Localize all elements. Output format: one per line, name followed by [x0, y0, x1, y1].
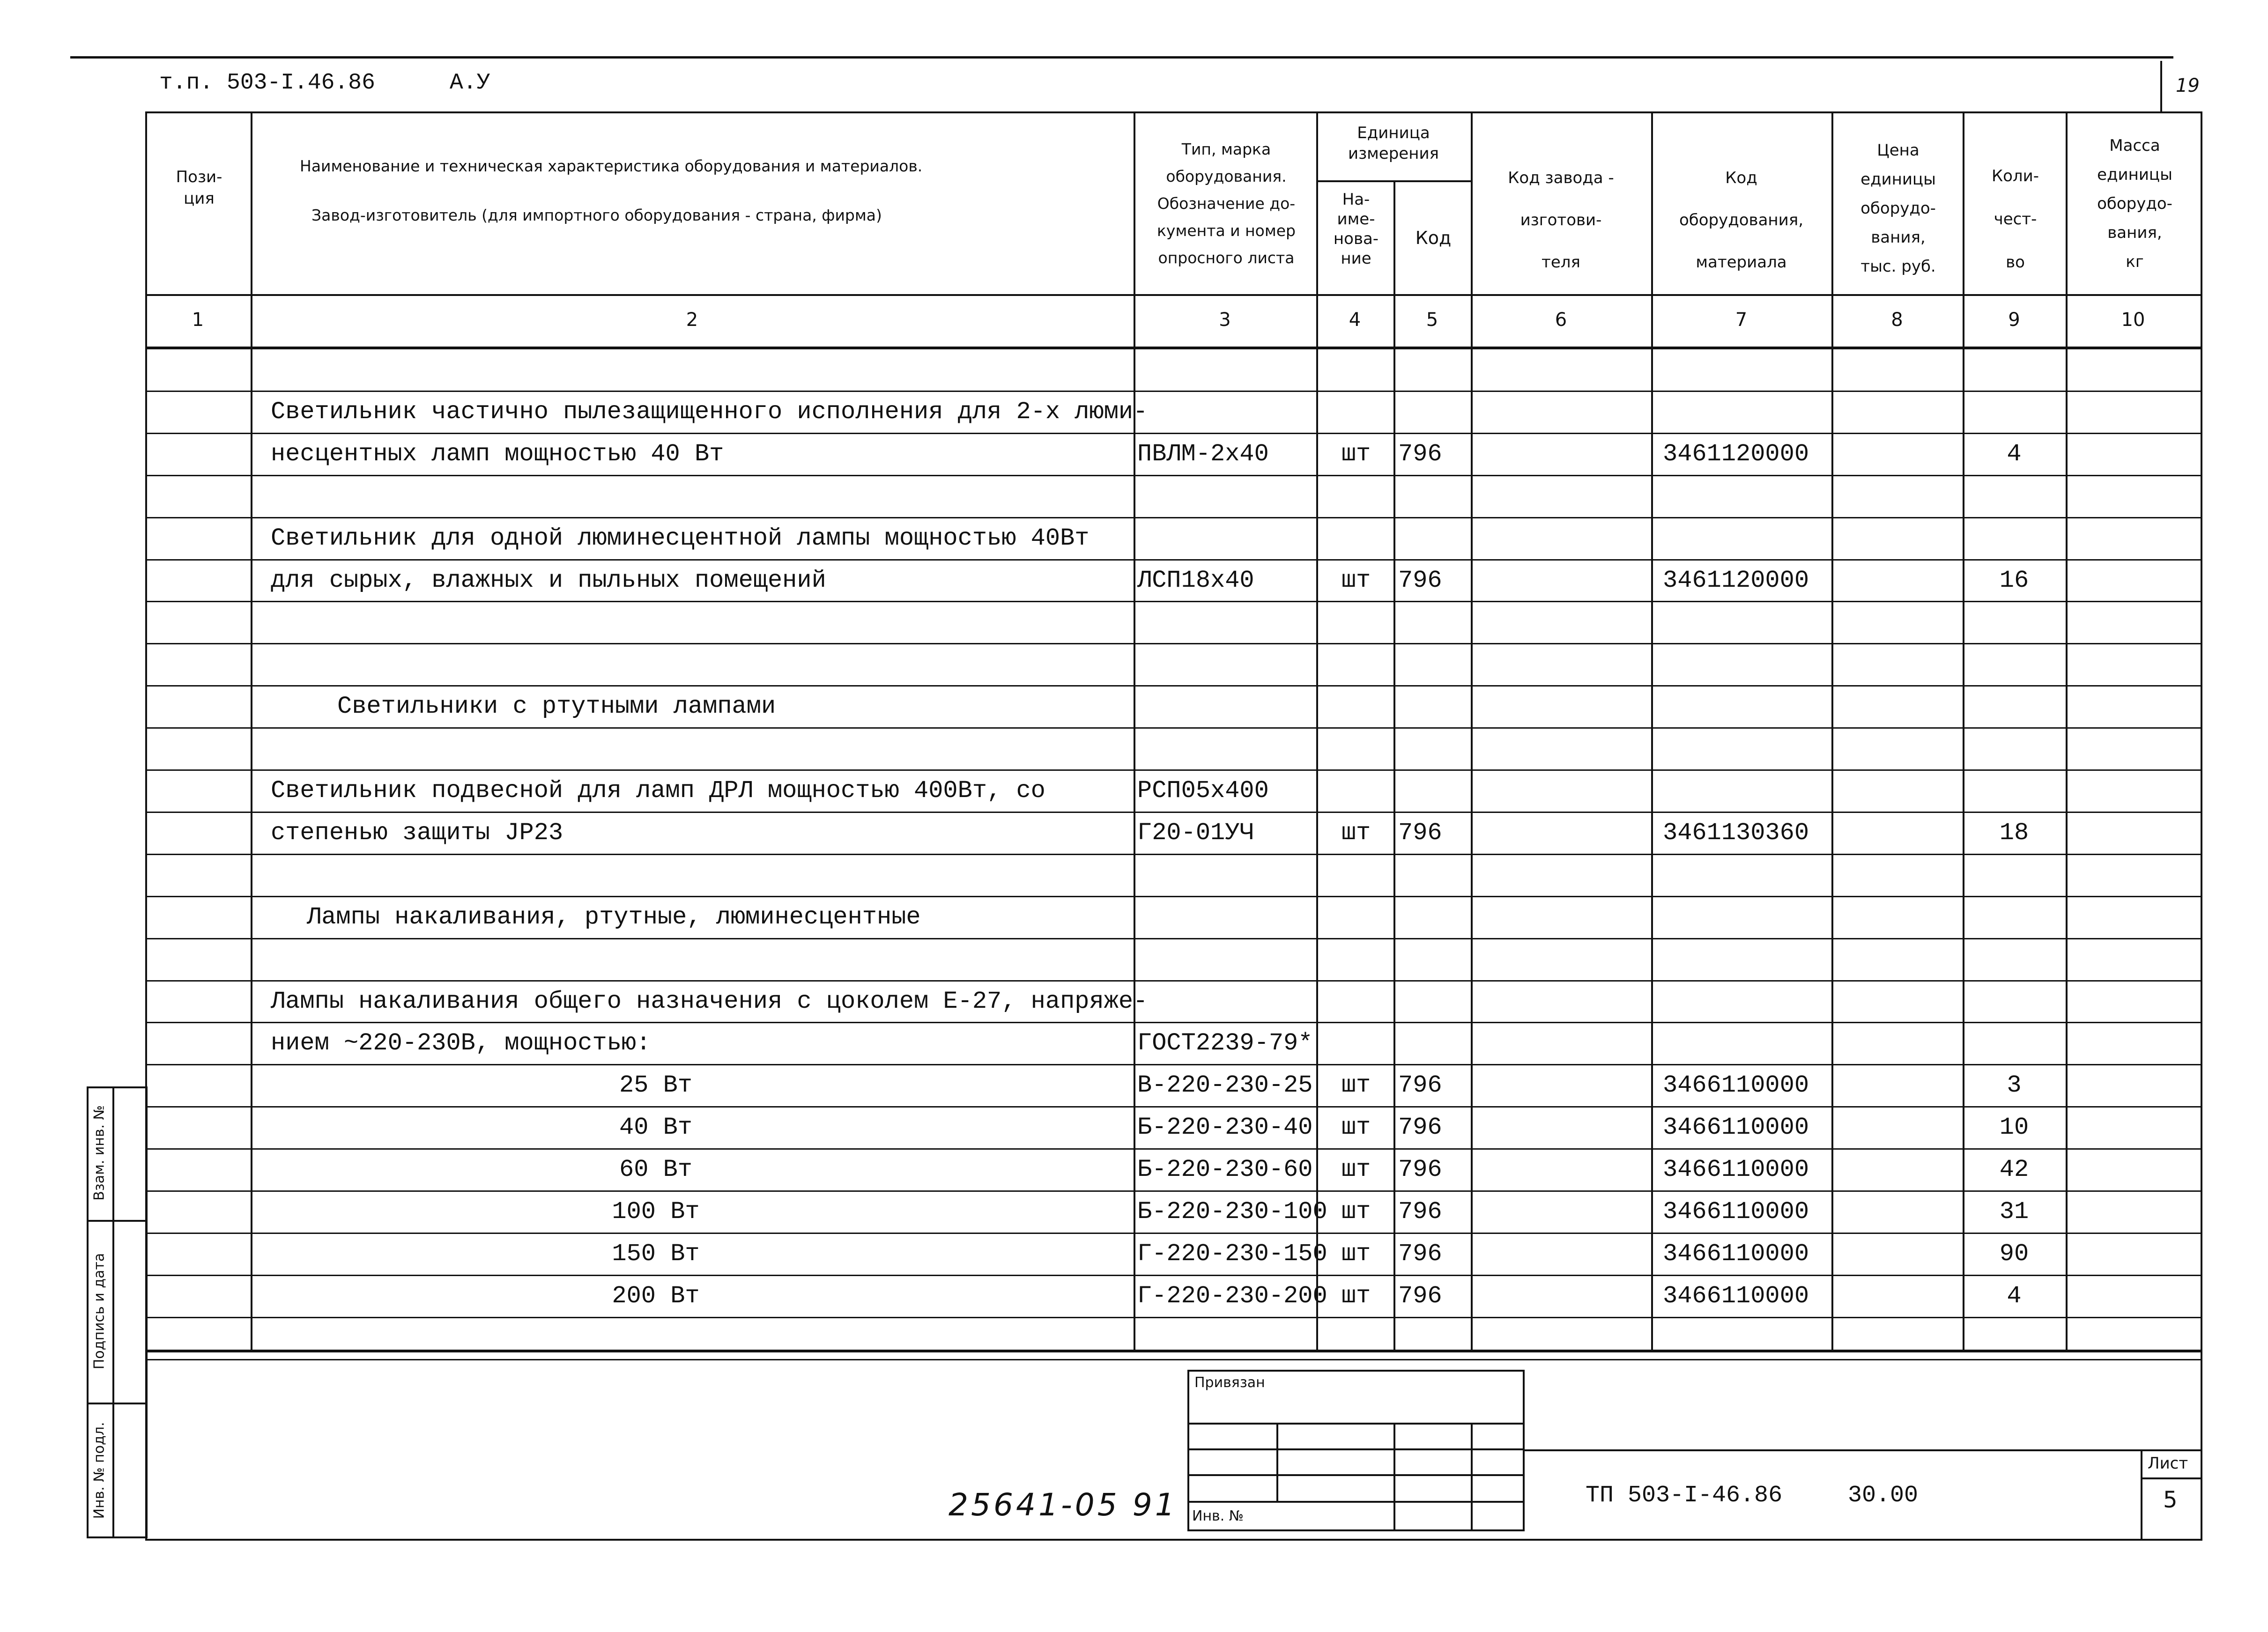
- table-bottom-line: [145, 1350, 2202, 1352]
- col-line-6: [1651, 111, 1653, 1351]
- row-line: [145, 475, 2202, 476]
- header-unit-code: Код: [1415, 228, 1452, 248]
- col-line-2: [1134, 111, 1135, 1351]
- row-item-unit-code: 796: [1398, 567, 1442, 594]
- colnum-2: 2: [686, 309, 698, 331]
- row-item-type: Г-220-230-150: [1137, 1240, 1327, 1268]
- row-item-type: Б-220-230-100: [1137, 1198, 1327, 1226]
- row-line: [145, 980, 2202, 982]
- row-line: [145, 1148, 2202, 1150]
- side-stamp-vline: [112, 1086, 114, 1538]
- row-line: [145, 1064, 2202, 1065]
- colnum-5: 5: [1426, 309, 1438, 331]
- header-equipment-code: Код оборудования, материала: [1679, 169, 1804, 272]
- colnum-4: 4: [1349, 309, 1361, 331]
- row-line: [145, 1106, 2202, 1108]
- row-item-type: ГОСТ2239-79*: [1137, 1029, 1313, 1057]
- col-line-7: [1831, 111, 1833, 1351]
- row-item-type: Г-220-230-200: [1137, 1282, 1327, 1310]
- row-item-type: Б-220-230-40: [1137, 1114, 1313, 1141]
- col-line-4: [1393, 180, 1395, 1351]
- privyazan-line-2: [1187, 1448, 1525, 1450]
- col-line-9: [2066, 111, 2068, 1351]
- row-item-name: Светильник для одной люминесцентной лампы мощностью 40Вт: [271, 524, 1090, 552]
- row-item-name: 200 Вт: [612, 1282, 700, 1310]
- row-line: [145, 559, 2202, 561]
- row-item-material-code: 3461120000: [1663, 440, 1809, 468]
- row-item-name: Лампы накаливания общего назначения с цоколем Е-27, напряже-: [271, 988, 1148, 1015]
- row-item-type: ЛСП18х40: [1137, 567, 1254, 594]
- row-line: [145, 1233, 2202, 1234]
- row-item-name: степенью защиты JP23: [271, 819, 563, 847]
- page-mark: 19: [2176, 75, 2200, 96]
- row-line: [145, 643, 2202, 644]
- privyazan-line-3: [1187, 1474, 1525, 1476]
- header-position: Пози- ция: [176, 168, 222, 208]
- header-type: Тип, марка оборудования. Обозначение до- кумента и номер опросного листа: [1156, 140, 1296, 267]
- row-line: [145, 854, 2202, 855]
- header-manufacturer: Завод-изготовитель (для импортного оборудования - страна, фирма): [311, 206, 882, 224]
- colnum-8: 8: [1891, 309, 1903, 331]
- row-line: [145, 812, 2202, 813]
- row-item-material-code: 3461130360: [1663, 819, 1809, 847]
- row-item-quantity: 4: [2007, 440, 2022, 468]
- row-item-type: ПВЛМ-2х40: [1137, 440, 1269, 468]
- header-factory-code: Код завода - изготови- теля: [1508, 169, 1614, 272]
- table-top-line: [145, 111, 2202, 113]
- row-item-unit-code: 796: [1398, 1156, 1442, 1183]
- row-item-unit-code: 796: [1398, 1114, 1442, 1141]
- colnum-bottom-line: [145, 347, 2202, 349]
- row-item-material-code: 3466110000: [1663, 1282, 1809, 1310]
- row-item-material-code: 3466110000: [1663, 1114, 1809, 1141]
- row-line: [145, 601, 2202, 602]
- row-item-quantity: 16: [1999, 567, 2029, 594]
- colnum-7: 7: [1735, 309, 1748, 331]
- colnum-1: 1: [192, 309, 204, 331]
- col-line-10: [2201, 111, 2202, 1540]
- row-line: [145, 685, 2202, 687]
- privyazan-vline-1: [1276, 1423, 1278, 1502]
- row-item-unit-code: 796: [1398, 1282, 1442, 1310]
- header-unit: Единица измерения: [1348, 124, 1439, 163]
- row-item-unit: шт: [1341, 567, 1371, 594]
- section-code: 30.00: [1848, 1482, 1919, 1509]
- row-line: [145, 517, 2202, 518]
- row-line: [145, 1275, 2202, 1276]
- row-item-name: Светильник частично пылезащищенного исполнения для 2-х люми-: [271, 398, 1148, 426]
- privyazan-vline-2: [1393, 1423, 1395, 1531]
- album-mark: А.У: [450, 70, 490, 96]
- privyazan-line-4: [1187, 1501, 1525, 1503]
- inv-no-label: Инв. №: [1192, 1508, 1244, 1524]
- row-item-type: В-220-230-25: [1137, 1071, 1313, 1099]
- row-item-quantity: 18: [1999, 819, 2029, 847]
- colnum-10: 10: [2121, 309, 2145, 331]
- row-item-unit-code: 796: [1398, 1071, 1442, 1099]
- sheet-number: 5: [2163, 1487, 2178, 1513]
- row-item-material-code: 3466110000: [1663, 1198, 1809, 1226]
- doc-code: т.п. 503-I.46.86: [159, 70, 375, 96]
- row-item-name: для сырых, влажных и пыльных помещений: [271, 567, 826, 594]
- row-line: [145, 896, 2202, 897]
- row-line: [145, 433, 2202, 434]
- stamp-sheet-sep: [2141, 1477, 2201, 1479]
- row-item-unit: шт: [1341, 440, 1371, 468]
- privyazan-vline-3: [1471, 1423, 1473, 1531]
- handwritten-number: 25641-05 91: [949, 1487, 1178, 1523]
- row-item-quantity: 10: [1999, 1114, 2029, 1141]
- header-name: Наименование и техническая характеристика оборудования и материалов.: [300, 157, 923, 175]
- row-item-type: Г20-01УЧ: [1137, 819, 1254, 847]
- row-item-name: Светильники с ртутными лампами: [337, 693, 776, 720]
- row-item-type: РСП05х400: [1137, 777, 1269, 805]
- side-stamp-line-1: [87, 1220, 148, 1222]
- row-item-material-code: 3466110000: [1663, 1156, 1809, 1183]
- row-item-quantity: 31: [1999, 1198, 2029, 1226]
- row-line: [145, 938, 2202, 939]
- row-item-name: 150 Вт: [612, 1240, 700, 1268]
- row-item-unit: шт: [1341, 1282, 1371, 1310]
- row-item-quantity: 42: [1999, 1156, 2029, 1183]
- row-item-material-code: 3466110000: [1663, 1071, 1809, 1099]
- col-line-3: [1316, 111, 1318, 1351]
- page-mark-separator: [2160, 61, 2162, 112]
- row-line: [145, 1022, 2202, 1023]
- top-border: [70, 56, 2173, 59]
- header-unit-name: На- име- нова- ние: [1333, 190, 1379, 268]
- row-item-name: нием ~220-230В, мощностью:: [271, 1029, 651, 1057]
- row-item-name: несцентных ламп мощностью 40 Вт: [271, 440, 724, 468]
- header-unit-price: Цена единицы оборудо- вания, тыс. руб.: [1860, 141, 1936, 276]
- row-item-unit-code: 796: [1398, 1198, 1442, 1226]
- row-line: [145, 1359, 2202, 1360]
- row-item-unit-code: 796: [1398, 819, 1442, 847]
- row-line: [145, 391, 2202, 392]
- row-item-unit: шт: [1341, 819, 1371, 847]
- row-item-material-code: 3466110000: [1663, 1240, 1809, 1268]
- colnum-9: 9: [2008, 309, 2020, 331]
- row-item-name: Лампы накаливания, ртутные, люминесцентные: [307, 903, 921, 931]
- col-line-5: [1471, 111, 1473, 1351]
- stamp-sheet-line: [2141, 1449, 2142, 1541]
- row-item-type: Б-220-230-60: [1137, 1156, 1313, 1183]
- stamp-divider: [1525, 1449, 2201, 1451]
- row-item-unit: шт: [1341, 1071, 1371, 1099]
- doc-title: ТП 503-I-46.86: [1586, 1482, 1783, 1509]
- row-item-quantity: 90: [1999, 1240, 2029, 1268]
- header-bottom-line: [145, 294, 2202, 296]
- row-item-unit: шт: [1341, 1156, 1371, 1183]
- row-item-quantity: 4: [2007, 1282, 2022, 1310]
- privyazan-line-1: [1187, 1423, 1525, 1425]
- sheet-label: Лист: [2148, 1454, 2188, 1473]
- bottom-frame: [145, 1539, 2202, 1541]
- row-line: [145, 1317, 2202, 1318]
- header-mass: Масса единицы оборудо- вания, кг: [2097, 136, 2172, 271]
- side-stamp-line-2: [87, 1403, 148, 1404]
- row-item-name: 100 Вт: [612, 1198, 700, 1226]
- colnum-6: 6: [1555, 309, 1567, 331]
- privyazan-label: Привязан: [1194, 1374, 1265, 1391]
- colnum-3: 3: [1219, 309, 1231, 331]
- row-item-name: Светильник подвесной для ламп ДРЛ мощностью 400Вт, со: [271, 777, 1045, 805]
- privyazan-box: [1187, 1370, 1525, 1531]
- row-item-name: 40 Вт: [619, 1114, 693, 1141]
- row-item-unit: шт: [1341, 1198, 1371, 1226]
- row-item-name: 60 Вт: [619, 1156, 693, 1183]
- side-inv-podl-label: Инв. № подл.: [91, 1422, 108, 1519]
- header-quantity: Коли- чест- во: [1991, 167, 2039, 272]
- side-podpis-label: Подпись и дата: [91, 1253, 108, 1370]
- row-line: [145, 769, 2202, 771]
- row-item-name: 25 Вт: [619, 1071, 693, 1099]
- row-line: [145, 1190, 2202, 1192]
- row-item-unit: шт: [1341, 1114, 1371, 1141]
- row-item-unit-code: 796: [1398, 1240, 1442, 1268]
- row-item-unit-code: 796: [1398, 440, 1442, 468]
- row-item-unit: шт: [1341, 1240, 1371, 1268]
- side-vzam-label: Взам. инв. №: [91, 1105, 108, 1201]
- row-line: [145, 727, 2202, 729]
- row-item-material-code: 3461120000: [1663, 567, 1809, 594]
- row-item-quantity: 3: [2007, 1071, 2022, 1099]
- col-line-1: [251, 111, 252, 1351]
